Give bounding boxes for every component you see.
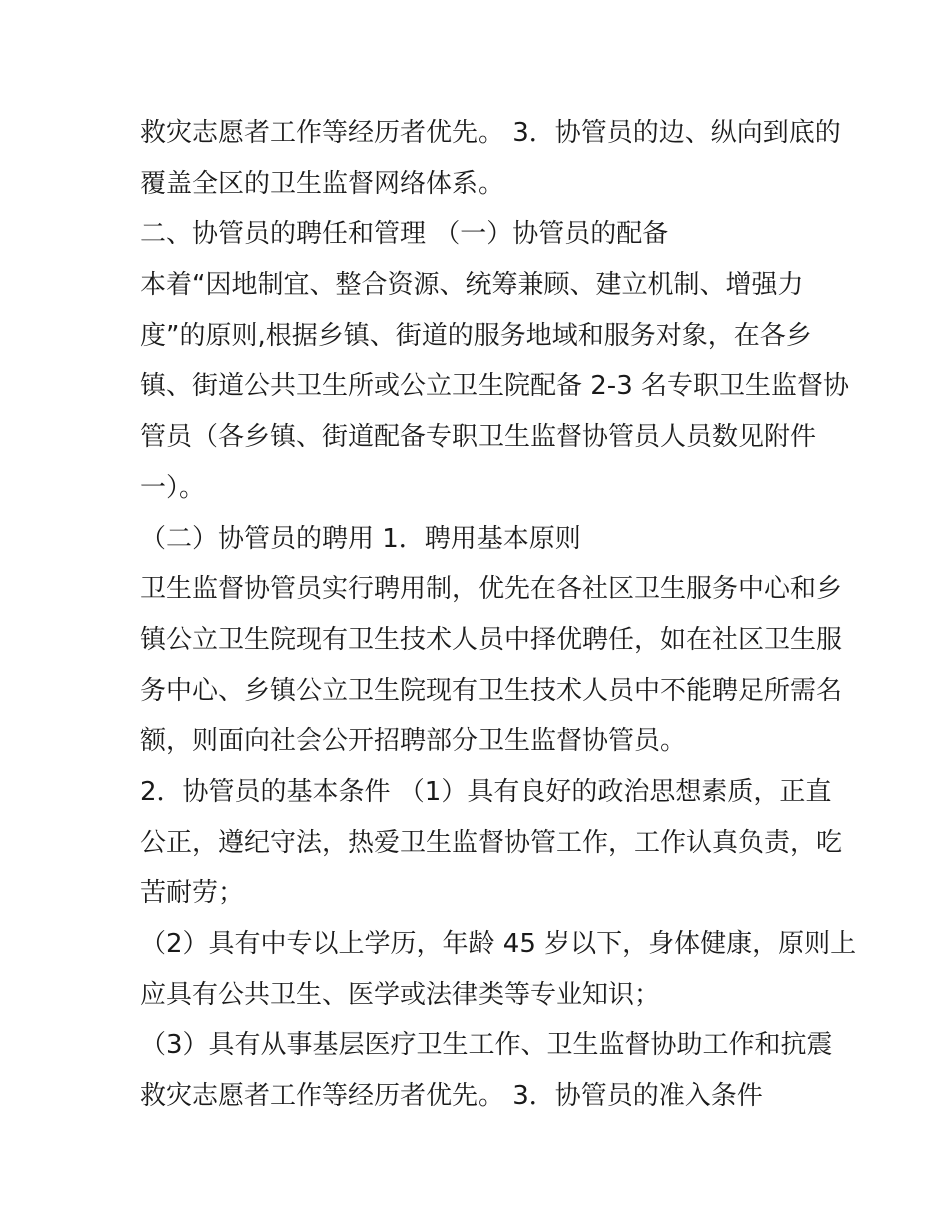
text-line: 额，则面向社会公开招聘部分卫生监督协管员。 [140,726,687,757]
text-line: 救灾志愿者工作等经历者优先。 3．协管员的准入条件 [140,1081,763,1112]
text-line: 度”的原则,根据乡镇、街道的服务地域和服务对象，在各乡 [140,320,812,351]
text-line: 卫生监督协管员实行聘用制，优先在各社区卫生服务中心和乡 [140,574,843,605]
text-line: 一）。 [140,472,206,503]
text-line: （2）具有中专以上学历，年龄 45 岁以下，身体健康，原则上 [140,929,857,959]
text-line: 覆盖全区的卫生监督网络体系。 [140,168,505,199]
text-line: 务中心、乡镇公立卫生院现有卫生技术人员中不能聘足所需名 [140,675,843,706]
text-line: 本着“因地制宜、整合资源、统筹兼顾、建立机制、增强力 [140,270,804,301]
text-line: 2．协管员的基本条件 （1）具有良好的政治思想素质，正直 [140,776,832,807]
text-line: （3）具有从事基层医疗卫生工作、卫生监督协助工作和抗震 [140,1030,833,1061]
text-line: 镇、街道公共卫生所或公立卫生院配备 2-3 名专职卫生监督协 [140,371,849,402]
body-text [140,108,857,1122]
section-heading: 二、协管员的聘任和管理 （一）协管员的配备 [140,219,669,250]
text-line: 公正，遵纪守法，热爱卫生监督协管工作，工作认真负责，吃 [140,827,843,858]
text-line: 应具有公共卫生、医学或法律类等专业知识； [140,979,661,1010]
subsection-heading: （二）协管员的聘用 1．聘用基本原则 [140,523,581,554]
text-line: 救灾志愿者工作等经历者优先。 3．协管员的边、纵向到底的 [140,118,841,148]
text-line: 管员（各乡镇、街道配备专职卫生监督协管员人员数见附件 [140,422,817,453]
text-line: 苦耐劳； [140,878,245,909]
text-line: 镇公立卫生院现有卫生技术人员中择优聘任，如在社区卫生服 [140,624,843,655]
